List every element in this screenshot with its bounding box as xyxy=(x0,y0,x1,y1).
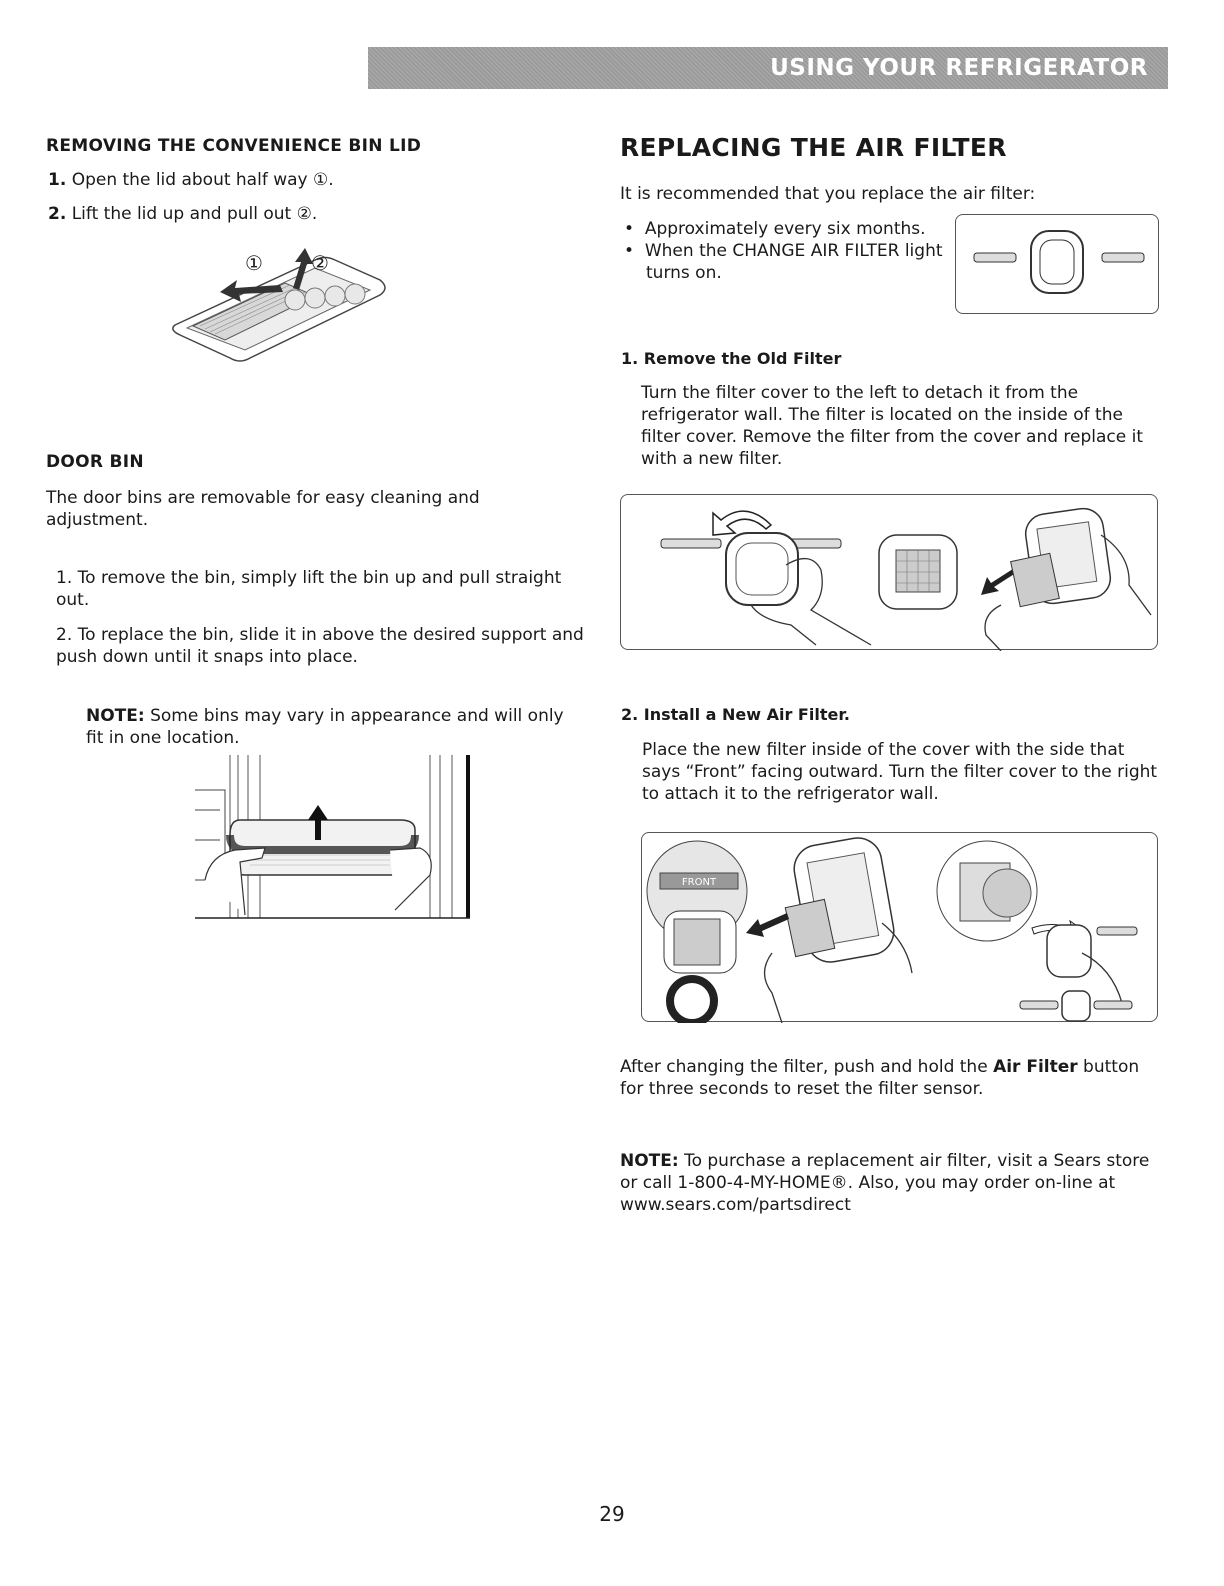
door-bin-note: NOTE: Some bins may vary in appearance and will only fit in one location. xyxy=(86,706,564,748)
filter-indicator-illustration xyxy=(955,214,1159,314)
bin-lid-step-2: 2. Lift the lid up and pull out ②. xyxy=(48,204,318,224)
callout-2: ② xyxy=(311,251,329,275)
door-bin-step-1: 1. To remove the bin, simply lift the bin up and pull straight out. xyxy=(56,568,562,610)
remove-filter-illustration xyxy=(620,494,1158,650)
air-filter-intro: It is recommended that you replace the air filter: xyxy=(620,184,1036,204)
step-1-text: Turn the filter cover to the left to detach it from the refrigerator wall. The filter is located on the inside of the filter cover. Remove the filter from the cover and replace it with a new filter. xyxy=(641,383,1144,469)
banner-title: USING YOUR REFRIGERATOR xyxy=(770,55,1148,81)
purchase-note: NOTE: To purchase a replacement air filter, visit a Sears store or call 1-800-4-MY-HOME®. Also, you may order on-line at www.sears.com/partsdirect xyxy=(620,1151,1150,1215)
callout-1: ① xyxy=(245,251,263,275)
air-filter-bullet-2: • When the CHANGE AIR FILTER light turns on. xyxy=(624,241,943,283)
step-2-heading: 2. Install a New Air Filter. xyxy=(621,705,851,724)
step-2-text: Place the new filter inside of the cover with the side that says “Front” facing outward. Turn the filter cover to the right to attach it to the refrigerator wall. xyxy=(642,740,1158,804)
bin-lid-heading: REMOVING THE CONVENIENCE BIN LID xyxy=(46,136,422,156)
door-bin-step-2: 2. To replace the bin, slide it in above the desired support and push down until it snaps into place. xyxy=(56,625,584,667)
page-number: 29 xyxy=(599,1502,625,1526)
after-change-text: After changing the filter, push and hold the Air Filter button for three seconds to reset the filter sensor. xyxy=(620,1057,1140,1099)
air-filter-heading: REPLACING THE AIR FILTER xyxy=(620,133,1007,162)
section-banner xyxy=(368,47,1168,89)
step-1-heading: 1. Remove the Old Filter xyxy=(621,349,842,368)
door-bin-intro: The door bins are removable for easy cleaning and adjustment. xyxy=(46,488,480,530)
bin-lid-step-1: 1. Open the lid about half way ①. xyxy=(48,170,334,190)
door-bin-illustration xyxy=(190,750,475,920)
install-filter-illustration xyxy=(641,832,1158,1022)
bin-lid-illustration xyxy=(165,240,395,370)
air-filter-bullet-1: • Approximately every six months. xyxy=(624,219,926,239)
air-filter-button-icon xyxy=(956,215,1160,315)
front-label: FRONT xyxy=(681,877,717,888)
door-bin-heading: DOOR BIN xyxy=(46,452,144,472)
